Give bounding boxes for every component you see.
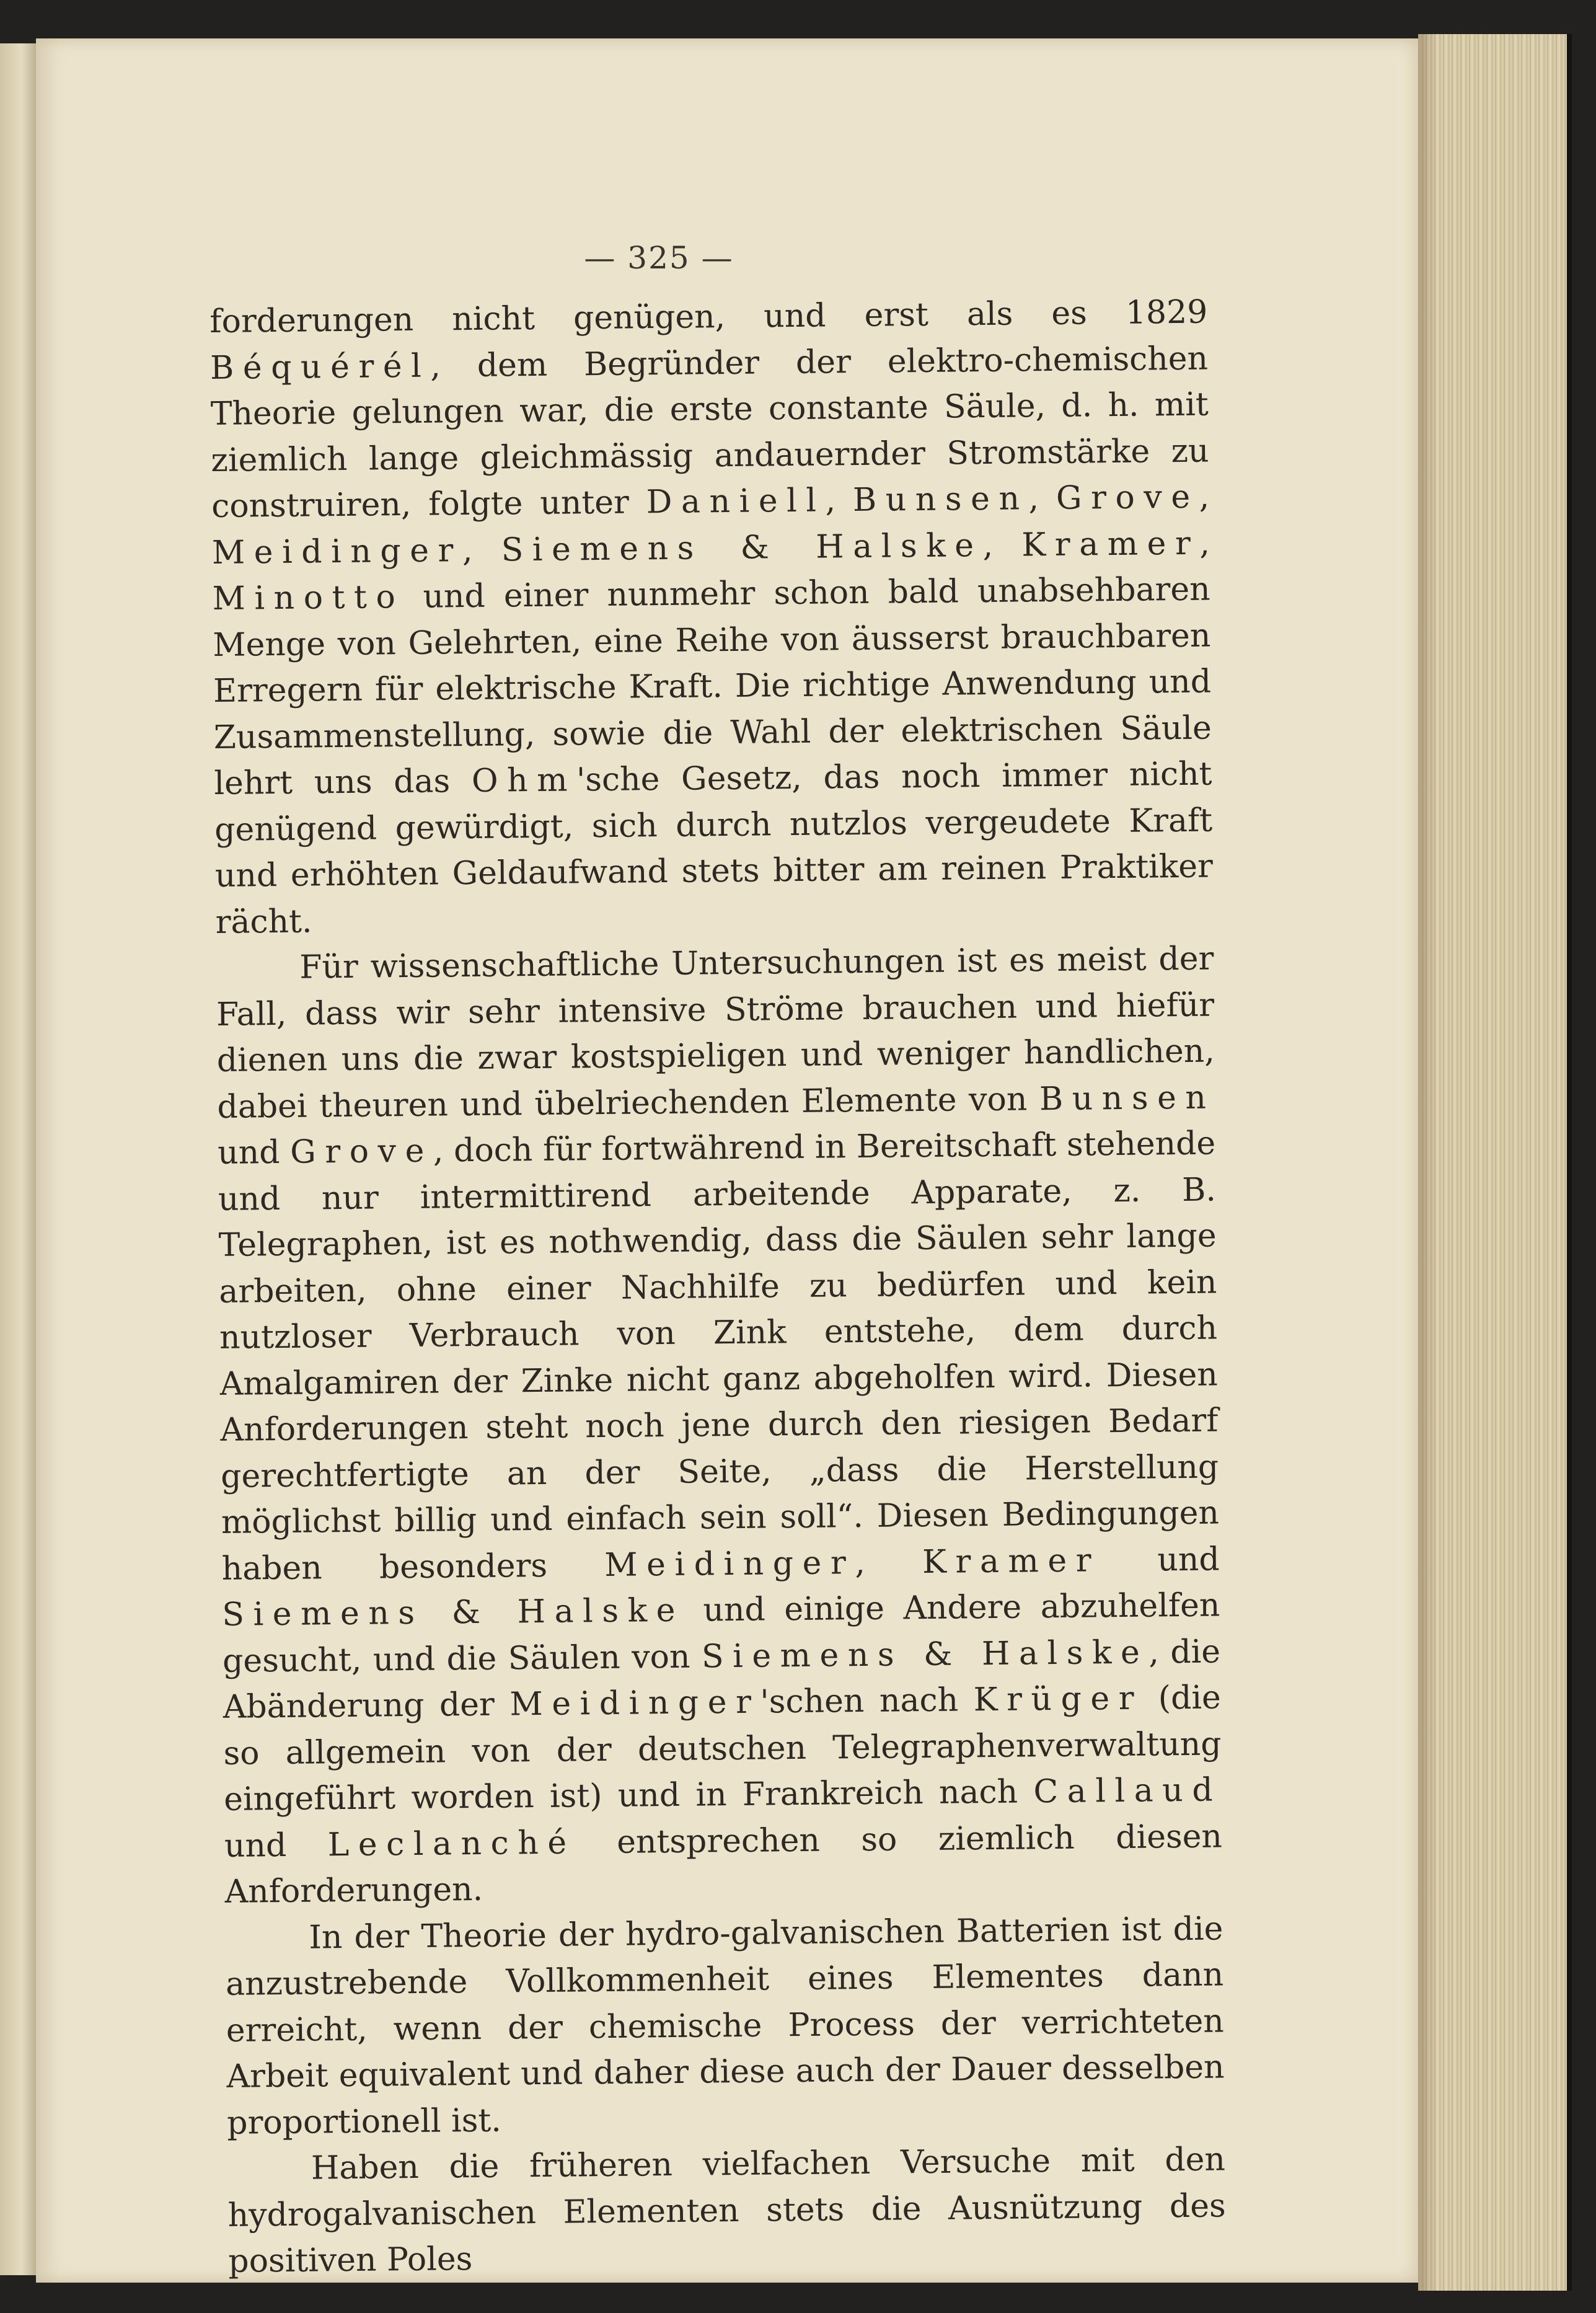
text-run: , die Abänderung der	[223, 1632, 1221, 1726]
paragraph	[225, 1906, 1225, 2146]
text-run: entsprechen so ziemlich diesen Anforderungen.	[224, 1817, 1223, 1911]
paragraph	[216, 935, 1223, 1915]
text-run: Für wissenschaftliche Untersuchungen ist es meist der Fall, dass wir sehr intensive Ströme brauchen und hiefür dienen uns die zwar kostspieligen und weniger handlichen, dabei theuren und übelriechenden Elemente von	[216, 940, 1215, 1126]
page-number: — 325 —	[584, 240, 734, 276]
name-spaced: Grove	[289, 1132, 434, 1171]
text-run: ,	[1199, 524, 1210, 562]
name-spaced: Kramer	[1021, 524, 1200, 564]
text-run: Haben die früheren vielfachen Versuche mit den hydrogalvanischen Elementen stets die Ausnützung des positiven Poles	[227, 2141, 1226, 2280]
text-run: , doch für fortwährend in Bereitschaft stehende und nur intermittirend arbeitende Apparate, z. B. Telegraphen, ist es nothwendig, dass die Säulen sehr lange arbeiten, ohne einer Nachhilfe zu bedürfen und kein nutzloser Verbrauch von Zink entstehe, dem durch Amalgamiren der Zinke nicht ganz abgeholfen wird. Diesen Anforderungen steht noch jene durch den riesigen Bedarf gerechtfertigte an der Seite, „dass die Herstellung möglichst billig und einfach sein soll“. Diesen Bedingungen haben besonders	[218, 1125, 1220, 1588]
name-spaced: Siemens & Halske	[501, 526, 983, 568]
name-spaced: Béquérél	[209, 347, 431, 387]
text-run: und einige Andere abzuhelfen gesucht, und die Säulen von	[222, 1586, 1220, 1680]
name-spaced: Leclanché	[327, 1823, 576, 1864]
name-spaced: Grove	[1056, 478, 1199, 517]
paragraph	[209, 290, 1214, 945]
text-run: , dem Begründer der elektro-chemischen Theorie gelungen war, die erste constante Säule, d. h. mit ziemlich lange gleichmässig andauernder Stromstärke zu construiren, folgte unter	[210, 340, 1209, 525]
name-spaced: Daniell	[646, 482, 826, 521]
name-spaced: Meidinger	[509, 1683, 761, 1723]
text-run: 'schen nach	[760, 1681, 974, 1721]
text-run: ,	[982, 526, 1022, 564]
text-run: und	[1100, 1540, 1220, 1579]
name-spaced: Bunsen	[1039, 1078, 1215, 1118]
text-run: ,	[1199, 478, 1210, 516]
name-spaced: Bunsen	[852, 480, 1029, 520]
text-run: forderungen nicht genügen, und erst als es 1829	[209, 293, 1208, 340]
name-spaced: Minotto	[212, 578, 405, 617]
text-run: und	[217, 1133, 291, 1172]
name-spaced: Callaud	[1033, 1771, 1222, 1811]
text-run: ,	[1028, 479, 1057, 518]
text-run: und einer nunmehr schon bald unabsehbaren Menge von Gelehrten, eine Reihe von äusserst brauchbaren Erregern für elektrische Kraft. Die richtige Anwendung und Zusammenstellung, sowie die Wahl der elektrischen Säule lehrt uns das	[213, 570, 1212, 802]
name-spaced: Kramer	[922, 1541, 1101, 1581]
text-run: 'sche Gesetz, das noch immer nicht genügend gewürdigt, sich durch nutzlos vergeudete Kraft und erhöhten Geldaufwand stets bitter am reinen Praktiker rächt.	[214, 755, 1214, 941]
text-run: und	[224, 1826, 328, 1865]
text-run: ,	[855, 1543, 923, 1581]
name-spaced: Meidinger	[211, 531, 463, 572]
name-spaced: Siemens & Halske	[701, 1634, 1149, 1675]
name-spaced: Meidinger	[604, 1544, 855, 1584]
name-spaced: Krüger	[973, 1679, 1144, 1719]
page-stack-edge	[1418, 34, 1572, 2291]
text-run: In der Theorie der hydro-galvanischen Batterien ist die anzustrebende Vollkommenheit eines Elementes dann erreicht, wenn der chemische Process der verrichteten Arbeit equivalent und daher diese auch der Dauer desselben proportionell ist.	[225, 1909, 1225, 2142]
paragraph	[227, 2136, 1227, 2284]
left-page-edge	[0, 43, 36, 2275]
body-text	[209, 290, 1227, 2285]
name-spaced: Siemens & Halske	[222, 1591, 685, 1634]
book-page	[36, 38, 1418, 2283]
page-gutter-shadow	[1418, 34, 1437, 2291]
text-run: ,	[462, 531, 501, 569]
text-run: (die so allgemein von der deutschen Telegraphenverwaltung eingeführt worden ist) und in Frankreich nach	[223, 1679, 1222, 1818]
text-run: ,	[825, 482, 853, 520]
name-spaced: Ohm	[471, 761, 577, 800]
